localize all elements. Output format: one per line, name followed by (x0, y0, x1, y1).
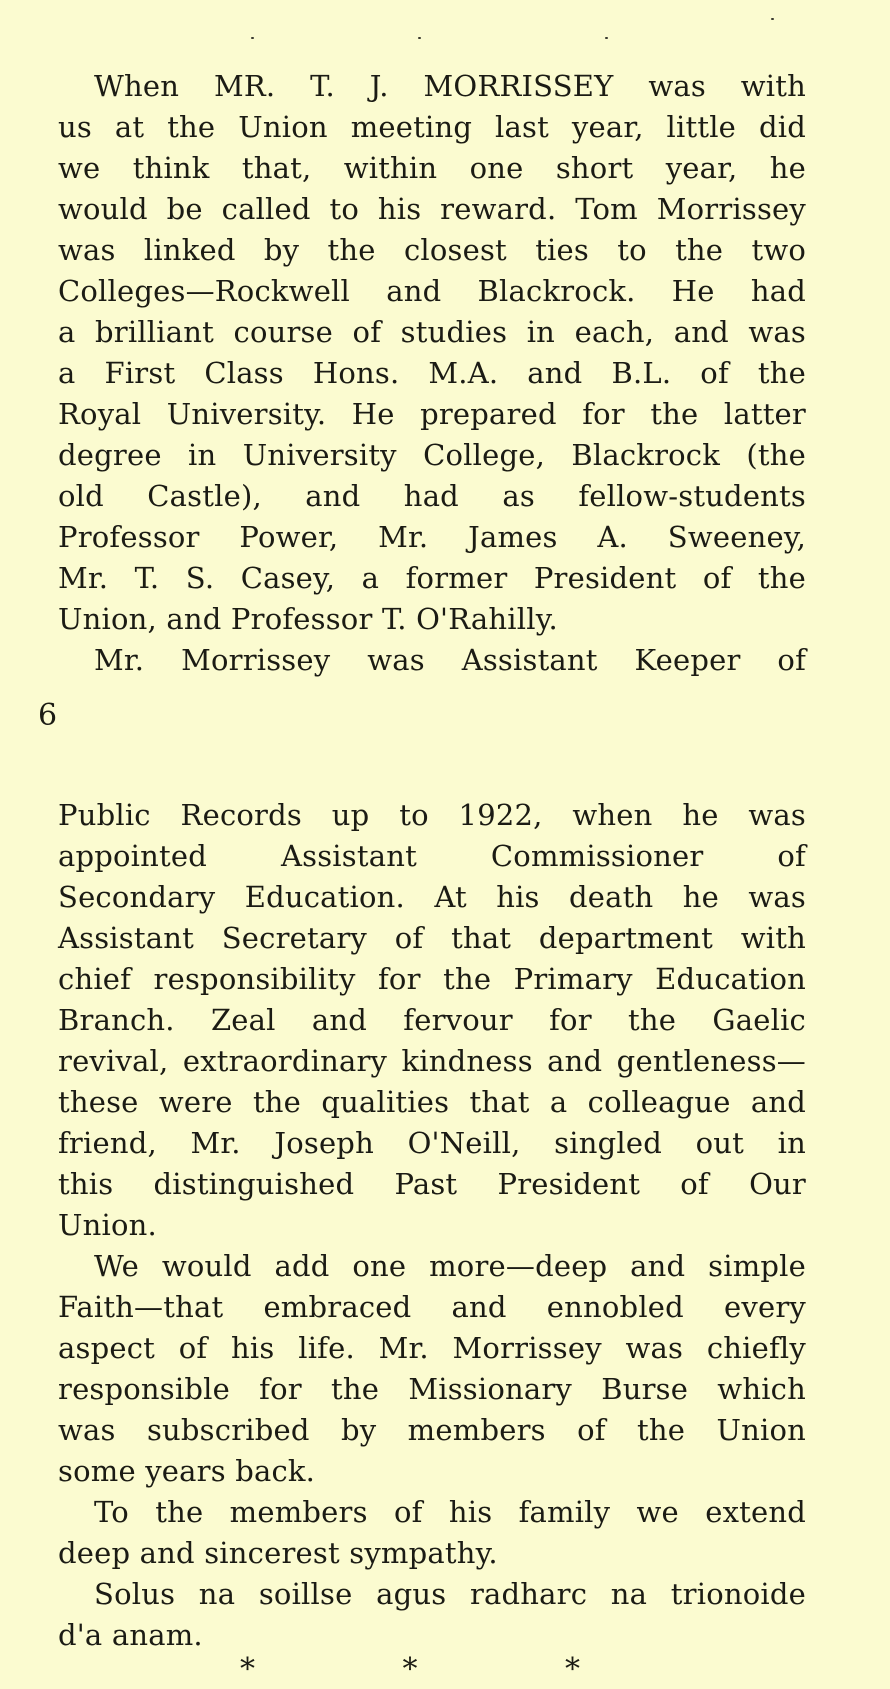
speck (771, 18, 774, 20)
text-line: Mr. T. S. Casey, a former President of the (58, 561, 806, 595)
separator-star: * (402, 1652, 418, 1687)
text-line: a First Class Hons. M.A. and B.L. of the (58, 356, 806, 390)
text-line: revival, extraordinary kindness and gentleness— (58, 1044, 806, 1078)
text-line: When MR. T. J. MORRISSEY was with (94, 69, 806, 103)
text-line: responsible for the Missionary Burse which (58, 1372, 806, 1406)
text-line: We would add one more—deep and simple (94, 1249, 806, 1283)
text-column-top (58, 66, 806, 681)
text-line: would be called to his reward. Tom Morrissey (58, 192, 806, 226)
speck (605, 37, 608, 39)
text-line: Professor Power, Mr. James A. Sweeney, (58, 520, 806, 554)
text-line: Union. (58, 1208, 157, 1242)
text-line: Secondary Education. At his death he was (58, 880, 806, 914)
text-line: deep and sincerest sympathy. (58, 1536, 498, 1570)
print-specks (0, 0, 890, 60)
text-line: degree in University College, Blackrock (the (58, 438, 806, 472)
text-line: To the members of his family we extend (94, 1495, 806, 1529)
text-line: Solus na soillse agus radharc na trionoide (94, 1577, 806, 1611)
text-line: d'a anam. (58, 1618, 203, 1652)
text-line: these were the qualities that a colleague and (58, 1085, 806, 1119)
speck (418, 37, 421, 39)
text-line: Public Records up to 1922, when he was (58, 798, 806, 832)
text-line: was subscribed by members of the Union (58, 1413, 806, 1447)
text-line: was linked by the closest ties to the two (58, 233, 806, 267)
text-line: Faith—that embraced and ennobled every (58, 1290, 806, 1324)
page-number: 6 (38, 698, 58, 733)
text-line: Assistant Secretary of that department with (58, 921, 806, 955)
text-line: appointed Assistant Commissioner of (58, 839, 806, 873)
speck (251, 37, 254, 39)
text-line: we think that, within one short year, he (58, 151, 806, 185)
text-line: Branch. Zeal and fervour for the Gaelic (58, 1003, 806, 1037)
text-column-bottom (58, 795, 806, 1656)
text-line: chief responsibility for the Primary Education (58, 962, 806, 996)
text-line: aspect of his life. Mr. Morrissey was chiefly (58, 1331, 806, 1365)
separator-star: * (240, 1652, 255, 1687)
text-line: Royal University. He prepared for the latter (58, 397, 806, 431)
text-line: Union, and Professor T. O'Rahilly. (58, 602, 558, 636)
text-line: Mr. Morrissey was Assistant Keeper of (94, 643, 806, 677)
text-line: friend, Mr. Joseph O'Neill, singled out in (58, 1126, 806, 1160)
text-line: Colleges—Rockwell and Blackrock. He had (58, 274, 806, 308)
section-separator (240, 1650, 580, 1689)
text-line: some years back. (58, 1454, 316, 1488)
text-line: a brilliant course of studies in each, and was (58, 315, 806, 349)
separator-star: * (565, 1652, 580, 1687)
text-line: old Castle), and had as fellow-students (58, 479, 806, 513)
text-line: us at the Union meeting last year, little did (58, 110, 806, 144)
text-line: this distinguished Past President of Our (58, 1167, 806, 1201)
